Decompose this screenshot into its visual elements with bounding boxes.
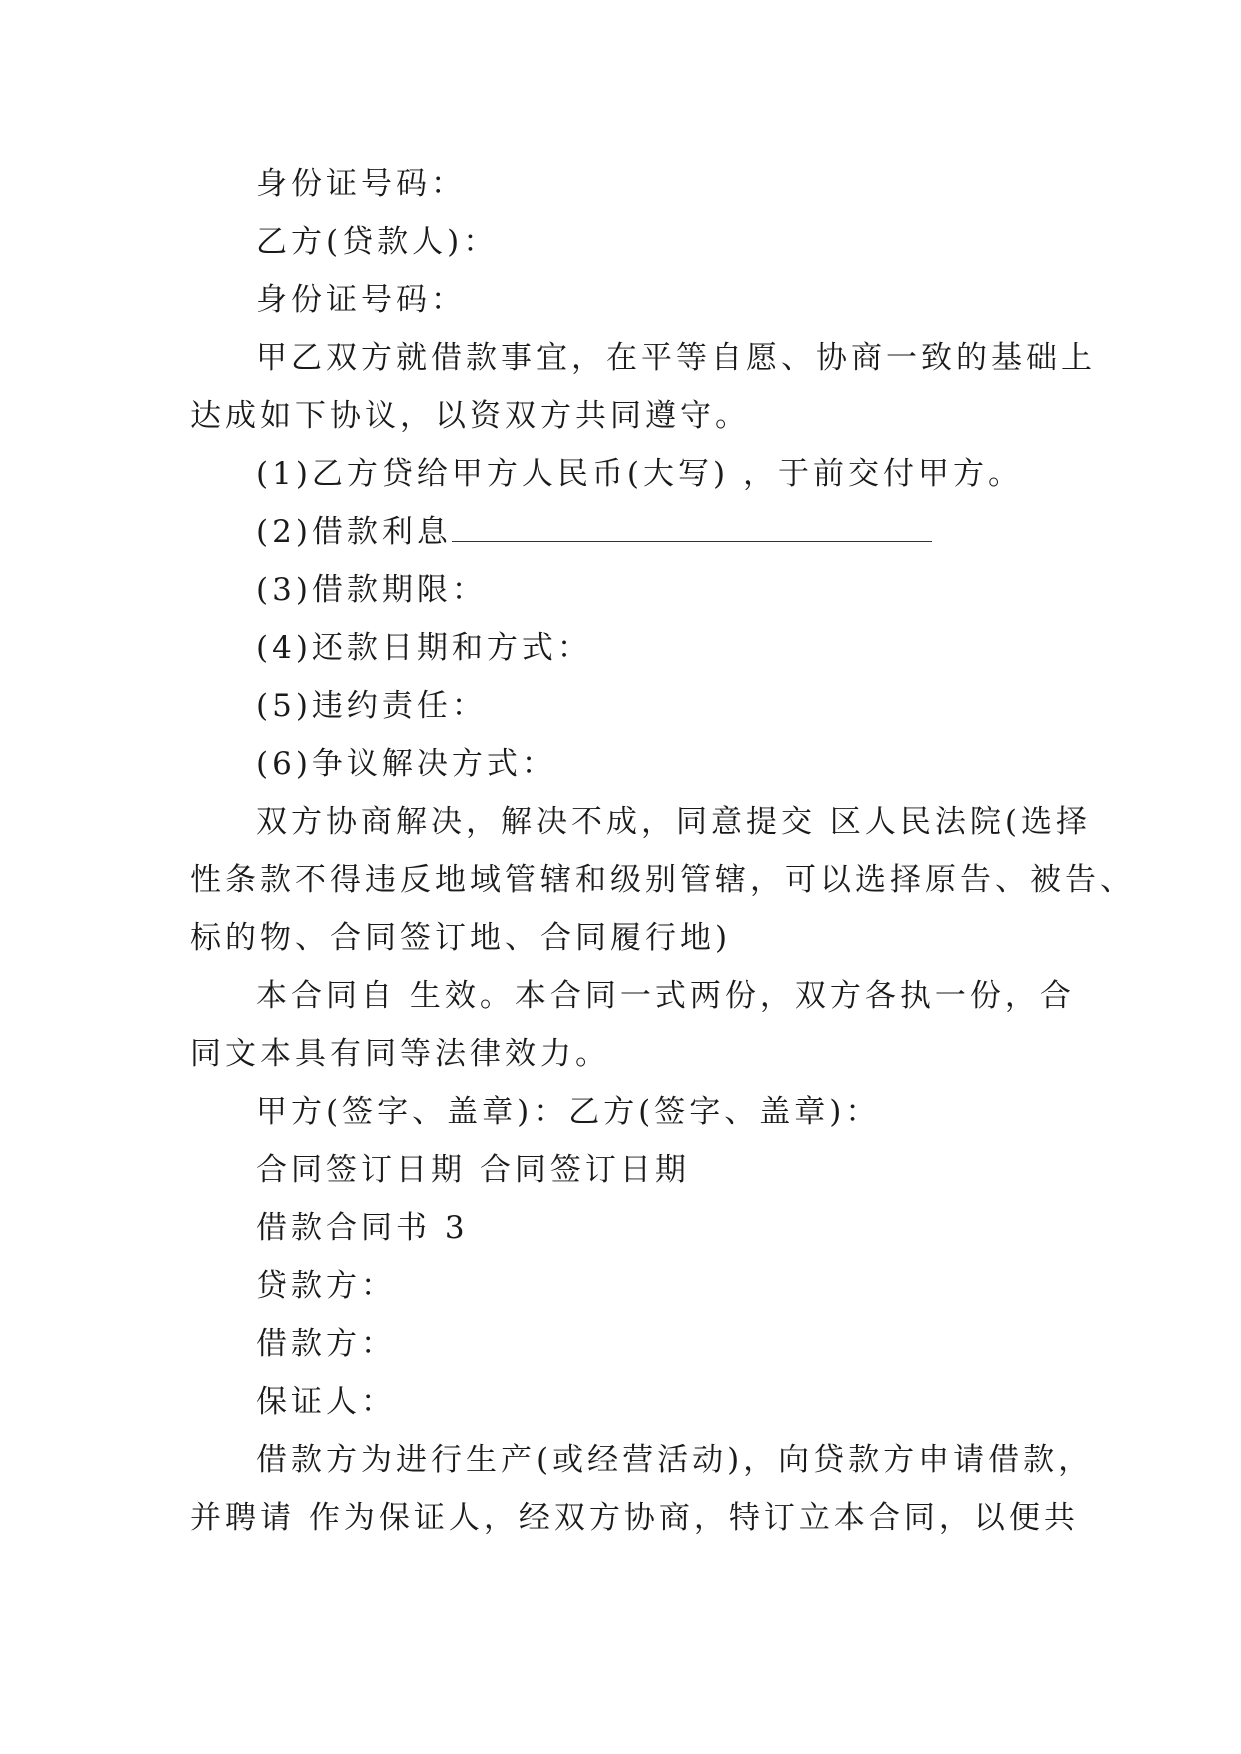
agreement-intro-line-1: 甲乙双方就借款事宜，在平等自愿、协商一致的基础上 [256,340,1096,376]
effective-text-line-2: 同文本具有同等法律效力。 [190,1036,610,1072]
party-b-lender-line: 乙方(贷款人)： [256,224,499,260]
dispute-text-line-3: 标的物、合同签订地、合同履行地) [190,920,732,956]
interest-blank-line [452,511,932,542]
effective-text-line-1: 本合同自 生效。本合同一式两份，双方各执一份，合 [256,978,1075,1014]
contract-3-intro-line-2: 并聘请 作为保证人，经双方协商，特订立本合同，以便共 [190,1500,1079,1536]
clause-2-label: (2)借款利息 [256,514,452,550]
signing-date-line: 合同签订日期 合同签订日期 [256,1152,690,1188]
signature-line: 甲方(签字、盖章)：乙方(签字、盖章)： [256,1094,881,1130]
agreement-intro-line-2: 达成如下协议，以资双方共同遵守。 [190,398,750,434]
clause-1-loan-amount: (1)乙方贷给甲方人民币(大写) ，于前交付甲方。 [256,456,1023,492]
clause-2-interest [190,503,1050,561]
borrower-line: 借款方： [256,1326,396,1362]
dispute-text-line-2: 性条款不得违反地域管辖和级别管辖，可以选择原告、被告、 [190,862,1135,898]
clause-6-dispute: (6)争议解决方式： [256,746,557,782]
dispute-text-line-1: 双方协商解决，解决不成，同意提交 区人民法院(选择 [256,804,1091,840]
clause-5-liability: (5)违约责任： [256,688,487,724]
clause-3-term: (3)借款期限： [256,572,487,608]
party-b-id-line: 身份证号码： [256,282,466,318]
contract-3-title: 借款合同书 3 [256,1210,469,1246]
party-a-id-line: 身份证号码： [256,166,466,202]
contract-3-intro-line-1: 借款方为进行生产(或经营活动)，向贷款方申请借款， [256,1442,1094,1478]
clause-4-repayment: (4)还款日期和方式： [256,630,592,666]
lender-line: 贷款方： [256,1268,396,1304]
guarantor-line: 保证人： [256,1384,396,1420]
document-page [190,155,1135,1547]
